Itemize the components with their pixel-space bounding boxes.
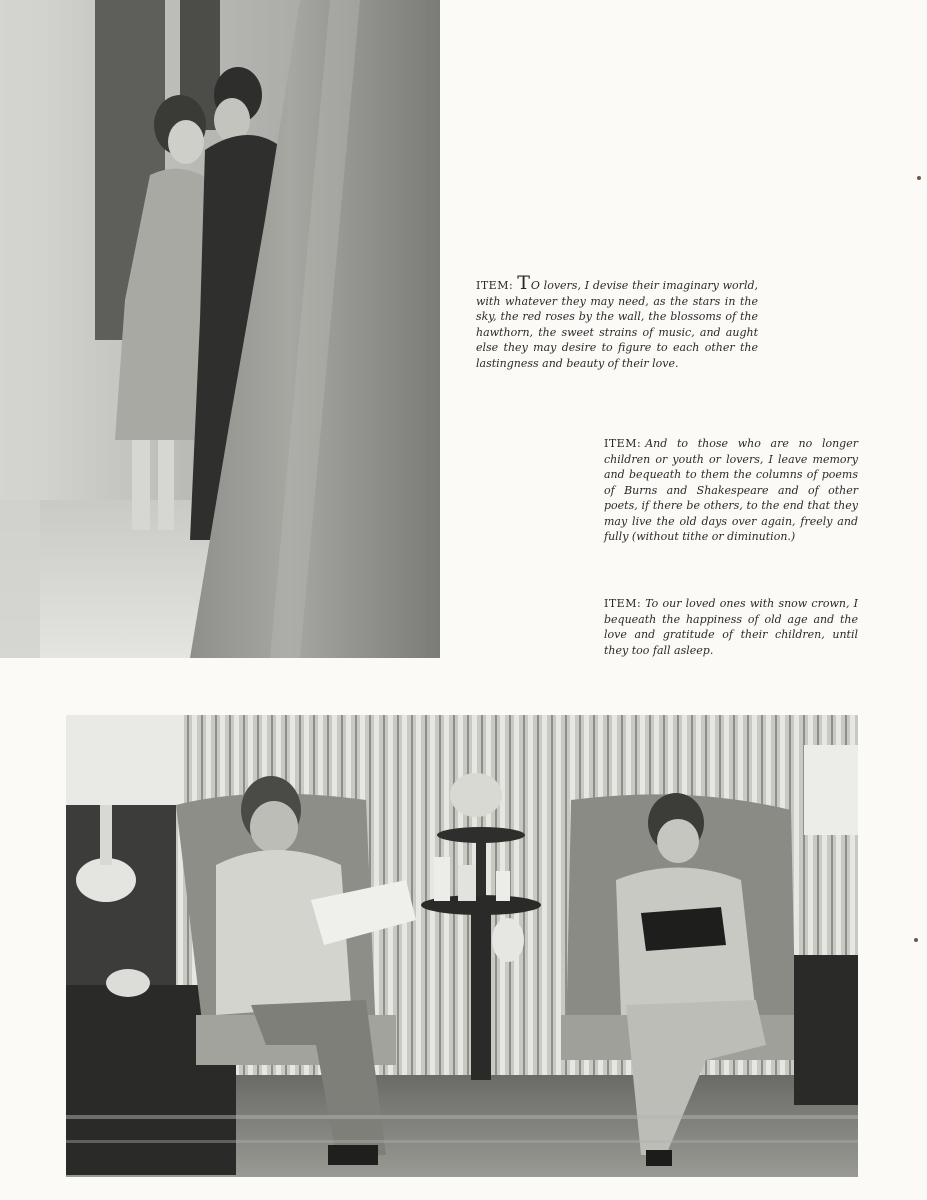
item-heading: ITEM: <box>604 597 642 610</box>
item-no-longer-lovers <box>604 436 858 545</box>
item-text: And to those who are no longer children or youth or lovers, I leave memory and bequeath to them the columns of poems of Burns and Shakespeare and of other poets, if there be others, to the end that they may live the old days over again, freely and fully (without tithe or diminution.) <box>604 437 858 543</box>
couple-photo <box>0 0 440 658</box>
item-heading: ITEM: <box>476 279 514 292</box>
item-lovers <box>476 272 758 371</box>
item-heading: ITEM: <box>604 437 642 450</box>
item-snow-crown <box>604 596 858 658</box>
couple-photo-image <box>0 0 440 658</box>
page-speck <box>917 176 921 180</box>
reading-couple-photo-image <box>66 715 858 1177</box>
page-speck <box>914 938 918 942</box>
item-text: To our loved ones with snow crown, I bequeath the happiness of old age and the love and gratitude of their children, until they too fall asleep. <box>604 597 858 657</box>
reading-couple-photo <box>66 715 858 1177</box>
item-text: O lovers, I devise their imaginary world, with whatever they may need, as the stars in the sky, the red roses by the wall, the blossoms of the hawthorn, the sweet strains of music, and aught else they may desire to figure to each other the lastingness and beauty of their love. <box>476 279 758 370</box>
drop-cap: T <box>517 272 530 294</box>
